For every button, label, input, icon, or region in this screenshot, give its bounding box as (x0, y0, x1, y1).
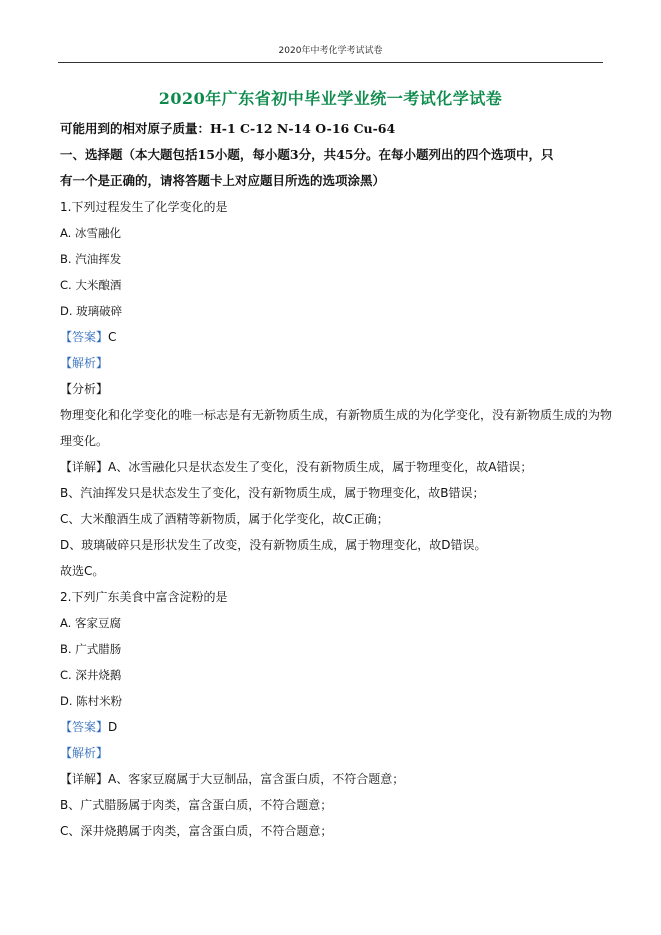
question-2-answer (60, 714, 608, 740)
question-2-option-a: A. 客家豆腐 (60, 616, 121, 630)
question-1-option-b: B. 汽油挥发 (60, 252, 122, 266)
question-1-analysis-heading (60, 350, 608, 376)
page-header (58, 44, 603, 63)
question-2-detail-a (60, 766, 608, 792)
question-2-option-d: D. 陈村米粉 (60, 694, 123, 708)
question-1-fenxi-line1: 物理变化和化学变化的唯一标志是有无新物质生成，有新物质生成的为化学变化，没有新物质生成的为物 (60, 408, 613, 422)
section-instructions-line1: 一、选择题（本大题包括15小题，每小题3分，共45分。在每小题列出的四个选项中，只 (60, 147, 554, 162)
question-1-answer (60, 324, 608, 350)
question-1-option-c: C. 大米酿酒 (60, 278, 122, 292)
detail-tag: 【详解】 (60, 772, 109, 786)
answer-value: C (108, 330, 117, 344)
question-2-option-b: B. 广式腊肠 (60, 642, 122, 656)
atomic-masses: 可能用到的相对原子质量：H-1 C-12 N-14 O-16 Cu-64 (60, 121, 396, 136)
analysis-tag: 【解析】 (60, 746, 109, 760)
detail-tag: 【详解】 (60, 460, 109, 474)
question-1-option-d: D. 玻璃破碎 (60, 304, 123, 318)
question-1-detail-d: D、玻璃破碎只是形状发生了改变，没有新物质生成，属于物理变化，故D错误。 (60, 538, 487, 552)
answer-tag: 【答案】 (60, 330, 109, 344)
question-2-detail-c: C、深井烧鹅属于肉类，富含蛋白质，不符合题意； (60, 824, 333, 838)
question-1-detail-b: B、汽油挥发只是状态发生了变化，没有新物质生成，属于物理变化，故B错误； (60, 486, 485, 500)
question-2-analysis-heading (60, 740, 608, 766)
exam-title: 2020年广东省初中毕业学业统一考试化学试卷 (158, 89, 503, 108)
detail-text: A、冰雪融化只是状态发生了变化，没有新物质生成，属于物理变化，故A错误； (108, 460, 533, 474)
question-1-conclusion: 故选C。 (60, 564, 105, 578)
question-2-detail-b: B、广式腊肠属于肉类，富含蛋白质，不符合题意； (60, 798, 333, 812)
question-1-fenxi-line2: 理变化。 (60, 434, 109, 448)
question-1-fenxi-heading: 【分析】 (60, 382, 109, 396)
question-1-option-a: A. 冰雪融化 (60, 226, 121, 240)
question-2-option-c: C. 深井烧鹅 (60, 668, 122, 682)
question-1-stem: 1.下列过程发生了化学变化的是 (60, 200, 228, 214)
question-1-detail-a (60, 454, 608, 480)
document-body (60, 116, 613, 844)
section-instructions-line2: 有一个是正确的，请将答题卡上对应题目所选的选项涂黑） (60, 173, 386, 188)
answer-tag: 【答案】 (60, 720, 109, 734)
answer-value: D (108, 720, 118, 734)
header-text: 2020年中考化学考试试卷 (278, 46, 383, 56)
analysis-tag: 【解析】 (60, 356, 109, 370)
detail-text: A、客家豆腐属于大豆制品，富含蛋白质，不符合题意； (108, 772, 405, 786)
question-2-stem: 2.下列广东美食中富含淀粉的是 (60, 590, 228, 604)
question-1-detail-c: C、大米酿酒生成了酒精等新物质，属于化学变化，故C正确； (60, 512, 389, 526)
